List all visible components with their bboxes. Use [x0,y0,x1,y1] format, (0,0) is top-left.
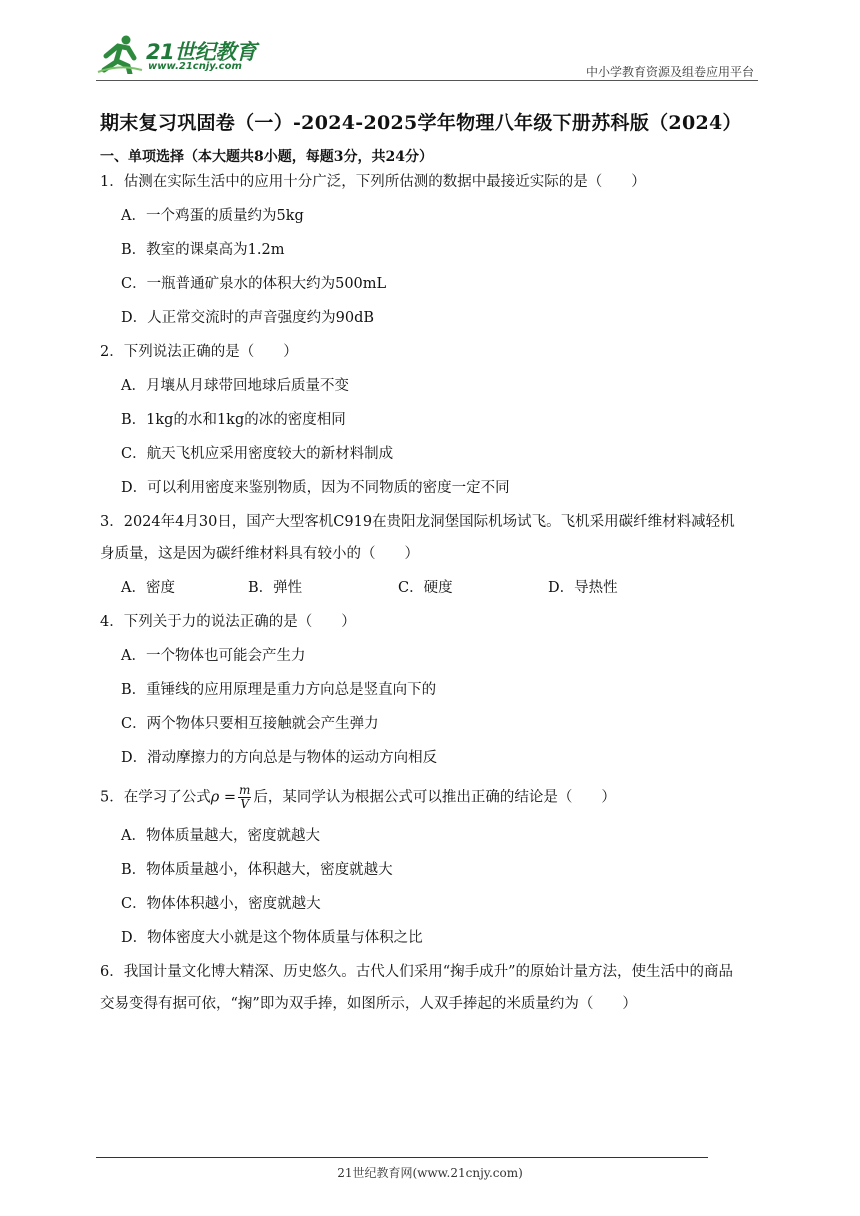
header-divider [96,80,758,81]
page-title: 期末复习巩固卷（一）-2024-2025学年物理八年级下册苏科版（2024） [100,112,742,134]
question-6-line-2: 交易变得有据可依，“掬”即为双手捧，如图所示，人双手捧起的米质量约为（ ） [100,996,637,1012]
logo [96,30,266,78]
q1-option-d: D．人正常交流时的声音强度约为90dB [121,310,375,326]
q5-option-a: A．物体质量越大，密度就越大 [121,828,320,844]
q5-option-b: B．物体质量越小，体积越大，密度就越大 [121,862,393,878]
q4-option-c: C．两个物体只要相互接触就会产生弹力 [121,716,379,732]
q4-option-a: A．一个物体也可能会产生力 [121,648,306,664]
q1-option-b: B．教室的课桌高为1.2m [121,242,285,258]
question-6-line-1: 6．我国计量文化博大精深、历史悠久。古代人们采用“掬手成升”的原始计量方法，使生活中的商品 [100,964,734,980]
formula-denominator: V [240,797,250,811]
question-2: 2．下列说法正确的是（ ） [100,344,298,360]
q1-option-a: A．一个鸡蛋的质量约为5kg [121,208,304,224]
logo-url: www.21cnjy.com [148,61,242,72]
platform-name: 中小学教育资源及组卷应用平台 [585,65,754,79]
q3-option-b: B．弹性 [248,580,303,596]
q5-option-c: C．物体体积越小，密度就越大 [121,896,321,912]
question-4: 4．下列关于力的说法正确的是（ ） [100,614,356,630]
q2-option-a: A．月壤从月球带回地球后质量不变 [121,378,349,394]
q2-option-c: C．航天飞机应采用密度较大的新材料制成 [121,446,394,462]
footer-divider [96,1157,708,1158]
question-3-line-2: 身质量，这是因为碳纤维材料具有较小的（ ） [100,546,419,562]
q2-option-d: D．可以利用密度来鉴别物质，因为不同物质的密度一定不同 [121,480,510,496]
density-formula-fraction [238,784,251,811]
q3-option-d: D．导热性 [548,580,618,596]
logo-text: 21世纪教育 [146,40,257,64]
q5-text-before: 5．在学习了公式 [100,789,211,806]
question-1: 1．估测在实际生活中的应用十分广泛，下列所估测的数据中最接近实际的是（ ） [100,174,646,190]
page-header [96,30,758,80]
runner-logo-icon [96,34,144,74]
q1-option-c: C．一瓶普通矿泉水的体积大约为500mL [121,276,387,292]
q4-option-d: D．滑动摩擦力的方向总是与物体的运动方向相反 [121,750,438,766]
section-heading: 一、单项选择（本大题共8小题，每题3分，共24分） [100,149,433,165]
q5-option-d: D．物体密度大小就是这个物体质量与体积之比 [121,930,423,946]
q3-option-c: C．硬度 [398,580,453,596]
density-formula-lhs: ρ = [210,789,237,806]
question-5 [100,784,616,811]
page-footer: 21世纪教育网(www.21cnjy.com) [337,1166,523,1180]
q4-option-b: B．重锤线的应用原理是重力方向总是竖直向下的 [121,682,437,698]
q5-text-after: 后，某同学认为根据公式可以推出正确的结论是（ ） [253,789,616,806]
question-3-line-1: 3．2024年4月30日，国产大型客机C919在贵阳龙洞堡国际机场试飞。飞机采用碳纤维材料减轻机 [100,514,735,530]
formula-numerator: m [239,783,251,797]
q2-option-b: B．1kg的水和1kg的冰的密度相同 [121,412,346,428]
q3-option-a: A．密度 [121,580,175,596]
